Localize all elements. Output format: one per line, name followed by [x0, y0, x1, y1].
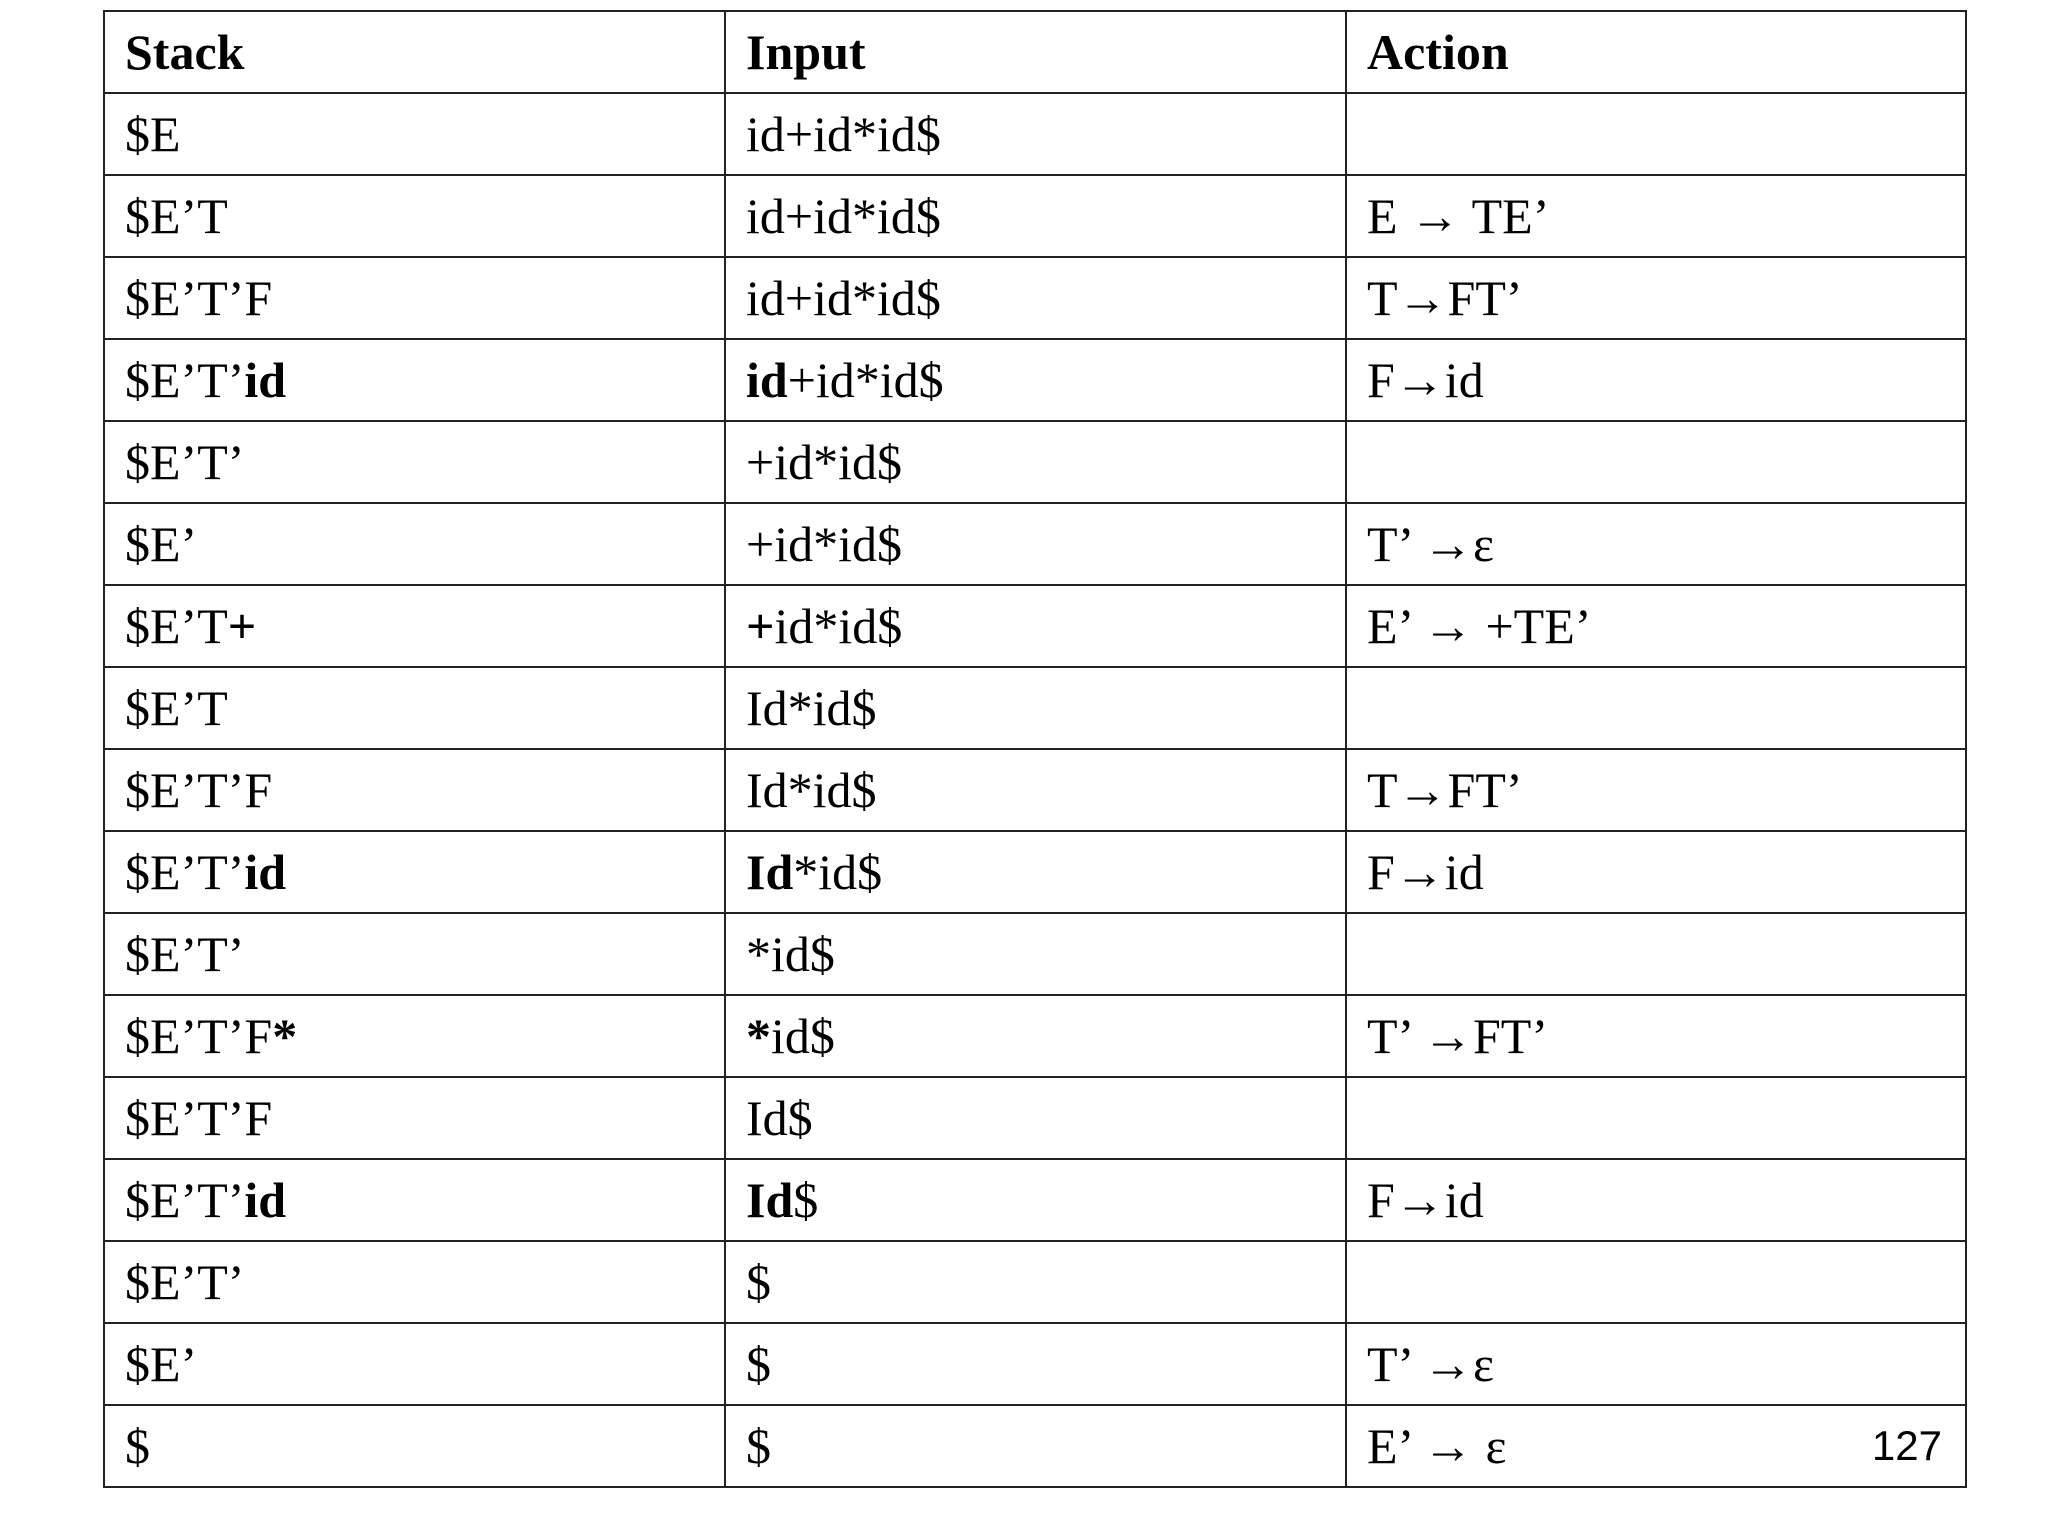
action-cell — [1346, 503, 1966, 585]
input-cell — [725, 93, 1346, 175]
input-cell — [725, 421, 1346, 503]
action-cell — [1346, 1077, 1966, 1159]
table-body — [104, 93, 1966, 1487]
input-cell-text: Id$ — [746, 1090, 813, 1146]
input-cell-text: $ — [746, 1336, 771, 1392]
table-row — [104, 93, 1966, 175]
table-row — [104, 257, 1966, 339]
stack-cell-text: $E’T’ — [125, 1254, 245, 1310]
input-cell-text: Id — [746, 844, 794, 900]
table-row — [104, 995, 1966, 1077]
stack-cell-text: $E’T’F — [125, 1090, 273, 1146]
action-cell — [1346, 93, 1966, 175]
action-cell-text: F→id — [1367, 844, 1484, 900]
input-cell-text: id+id*id$ — [746, 270, 941, 326]
input-cell-text: id — [746, 352, 788, 408]
input-cell-text: $ — [793, 1172, 819, 1228]
input-cell-text: +id*id$ — [746, 434, 902, 490]
input-cell-text: id*id$ — [774, 598, 903, 654]
input-cell-text: Id*id$ — [746, 762, 877, 818]
stack-cell-text: $E’T — [125, 598, 228, 654]
stack-cell-text: $E’T’F — [125, 270, 273, 326]
input-cell-text: *id$ — [793, 844, 883, 900]
input-cell-text: id+id*id$ — [746, 106, 941, 162]
action-cell — [1346, 339, 1966, 421]
input-cell — [725, 503, 1346, 585]
stack-cell-text: $ — [125, 1418, 150, 1474]
stack-cell — [104, 585, 725, 667]
action-cell-text: T’ →FT’ — [1367, 1008, 1548, 1064]
action-cell — [1346, 585, 1966, 667]
action-cell-text: F→id — [1367, 352, 1484, 408]
page-number: 127 — [1871, 1422, 1942, 1469]
stack-cell — [104, 421, 725, 503]
action-cell — [1346, 667, 1966, 749]
table-row — [104, 1159, 1966, 1241]
action-cell — [1346, 257, 1966, 339]
stack-cell — [104, 339, 725, 421]
stack-cell-text: * — [272, 1008, 298, 1064]
stack-cell-text: id — [244, 352, 287, 408]
input-cell — [725, 749, 1346, 831]
input-cell — [725, 1077, 1346, 1159]
parsing-table — [103, 10, 1967, 1488]
input-cell — [725, 1241, 1346, 1323]
input-cell-text: + — [746, 598, 775, 654]
stack-cell — [104, 995, 725, 1077]
action-cell-text: T→FT’ — [1367, 270, 1523, 326]
table-row — [104, 585, 1966, 667]
table-row — [104, 749, 1966, 831]
input-cell-text: $ — [746, 1418, 771, 1474]
stack-cell-text: $E’T’F — [125, 1008, 273, 1064]
table-row — [104, 1077, 1966, 1159]
input-cell — [725, 913, 1346, 995]
action-cell-text: T’ →ε — [1367, 516, 1494, 572]
stack-cell-text: $E’T’ — [125, 434, 245, 490]
input-cell — [725, 831, 1346, 913]
input-cell-text: Id — [746, 1172, 794, 1228]
stack-cell-text: $E’ — [125, 516, 198, 572]
stack-cell-text: $E’T’ — [125, 926, 245, 982]
action-cell — [1346, 1241, 1966, 1323]
stack-cell-text: $E’T’F — [125, 762, 273, 818]
stack-cell-text: $E’ — [125, 1336, 198, 1392]
table-row — [104, 1323, 1966, 1405]
input-cell-text: *id$ — [746, 926, 835, 982]
column-header-input: Input — [725, 11, 1346, 93]
table-row — [104, 503, 1966, 585]
table-row — [104, 339, 1966, 421]
action-cell-text: F→id — [1367, 1172, 1484, 1228]
input-cell — [725, 585, 1346, 667]
stack-cell-text: id — [244, 1172, 287, 1228]
input-cell — [725, 1323, 1346, 1405]
stack-cell — [104, 503, 725, 585]
input-cell — [725, 175, 1346, 257]
action-cell-text: T’ →ε — [1367, 1336, 1494, 1392]
stack-cell — [104, 175, 725, 257]
table-header-row — [104, 11, 1966, 93]
column-header-stack: Stack — [104, 11, 725, 93]
input-cell-text: Id*id$ — [746, 680, 877, 736]
stack-cell — [104, 1241, 725, 1323]
input-cell-text: * — [746, 1008, 771, 1064]
input-cell — [725, 1405, 1346, 1487]
stack-cell — [104, 1405, 725, 1487]
action-cell — [1346, 175, 1966, 257]
action-cell — [1346, 1159, 1966, 1241]
action-cell — [1346, 913, 1966, 995]
input-cell — [725, 339, 1346, 421]
input-cell-text: $ — [746, 1254, 771, 1310]
input-cell — [725, 995, 1346, 1077]
stack-cell-text: $E — [125, 106, 181, 162]
input-cell-text: +id*id$ — [746, 516, 902, 572]
stack-cell — [104, 1077, 725, 1159]
table-row — [104, 421, 1966, 503]
table-row — [104, 913, 1966, 995]
stack-cell-text: + — [227, 598, 257, 654]
table-row — [104, 667, 1966, 749]
input-cell-text: id+id*id$ — [746, 188, 941, 244]
stack-cell — [104, 1159, 725, 1241]
action-cell-text: E → TE’ — [1367, 188, 1550, 244]
input-cell — [725, 257, 1346, 339]
table-row — [104, 1241, 1966, 1323]
action-cell — [1346, 749, 1966, 831]
table-row — [104, 831, 1966, 913]
stack-cell — [104, 749, 725, 831]
stack-cell-text: $E’T’ — [125, 844, 245, 900]
stack-cell — [104, 913, 725, 995]
action-cell — [1346, 995, 1966, 1077]
stack-cell-text: $E’T’ — [125, 352, 245, 408]
stack-cell — [104, 257, 725, 339]
table-row — [104, 175, 1966, 257]
action-cell — [1346, 1323, 1966, 1405]
stack-cell-text: $E’T — [125, 680, 228, 736]
action-cell-text: T→FT’ — [1367, 762, 1523, 818]
stack-cell-text: $E’T’ — [125, 1172, 245, 1228]
action-cell — [1346, 421, 1966, 503]
input-cell — [725, 1159, 1346, 1241]
stack-cell — [104, 831, 725, 913]
input-cell — [725, 667, 1346, 749]
table-row — [104, 1405, 1966, 1487]
input-cell-text: id$ — [771, 1008, 835, 1064]
action-cell-text: E’ → +TE’ — [1367, 598, 1592, 654]
action-cell-text: E’ → ε — [1367, 1418, 1507, 1474]
stack-cell — [104, 1323, 725, 1405]
stack-cell-text: $E’T — [125, 188, 228, 244]
input-cell-text: +id*id$ — [787, 352, 944, 408]
action-cell — [1346, 831, 1966, 913]
column-header-action: Action — [1346, 11, 1966, 93]
stack-cell-text: id — [244, 844, 287, 900]
stack-cell — [104, 667, 725, 749]
stack-cell — [104, 93, 725, 175]
